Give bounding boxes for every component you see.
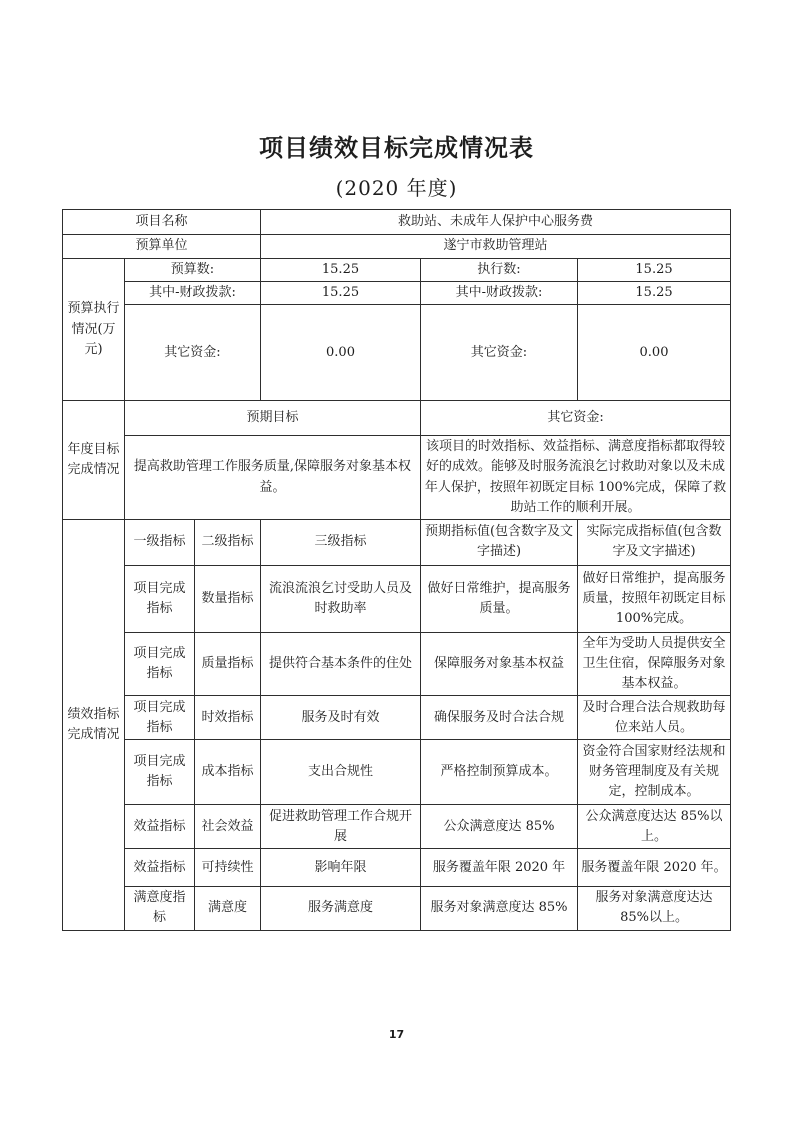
indicator-actual: 服务覆盖年限 2020 年。	[578, 849, 731, 887]
indicator-actual: 服务对象满意度达达 85%以上。	[578, 887, 731, 930]
budget-value: 0.00	[261, 305, 421, 401]
project-name-value: 救助站、未成年人保护中心服务费	[261, 210, 731, 235]
actual-goal-header: 其它资金:	[421, 401, 731, 436]
indicator-actual: 公众满意度达达 85%以上。	[578, 805, 731, 849]
indicator-actual: 资金符合国家财经法规和财务管理制度及有关规定，控制成本。	[578, 740, 731, 805]
indicator-level1: 项目完成指标	[125, 696, 195, 740]
indicator-actual: 及时合理合法合规救助每位来站人员。	[578, 696, 731, 740]
page-title: 项目绩效目标完成情况表	[259, 133, 534, 162]
budget-value: 15.25	[261, 282, 421, 305]
indicator-row	[63, 696, 731, 740]
indicator-level3: 促进救助管理工作合规开展	[261, 805, 421, 849]
indicator-expected: 严格控制预算成本。	[421, 740, 578, 805]
budget-label: 其它资金:	[421, 305, 578, 401]
annual-goal-header-row	[63, 401, 731, 436]
indicator-level3: 提供符合基本条件的住处	[261, 632, 421, 695]
indicator-row	[63, 565, 731, 632]
col-header-level2: 二级指标	[195, 519, 261, 565]
indicator-row	[63, 887, 731, 930]
indicator-level3: 影响年限	[261, 849, 421, 887]
indicator-expected: 服务对象满意度达 85%	[421, 887, 578, 930]
indicator-actual: 全年为受助人员提供安全卫生住宿，保障服务对象基本权益。	[578, 632, 731, 695]
budget-label: 其中-财政拨款:	[421, 282, 578, 305]
page-number: 17	[388, 1028, 405, 1041]
indicator-expected: 确保服务及时合法合规	[421, 696, 578, 740]
budget-label: 其它资金:	[125, 305, 261, 401]
indicator-row	[63, 740, 731, 805]
expected-goal-header: 预期目标	[125, 401, 421, 436]
budget-row-1	[63, 259, 731, 282]
indicator-level2: 数量指标	[195, 565, 261, 632]
indicator-level1: 效益指标	[125, 849, 195, 887]
indicator-level3: 服务及时有效	[261, 696, 421, 740]
project-name-row	[63, 210, 731, 235]
performance-section-header: 绩效指标完成情况	[63, 519, 125, 930]
indicator-header-row	[63, 519, 731, 565]
indicator-expected: 服务覆盖年限 2020 年	[421, 849, 578, 887]
indicator-level3: 服务满意度	[261, 887, 421, 930]
indicator-level3: 支出合规性	[261, 740, 421, 805]
budget-value: 15.25	[578, 259, 731, 282]
col-header-expected: 预期指标值(包含数字及文字描述)	[421, 519, 578, 565]
budget-unit-value: 遂宁市救助管理站	[261, 235, 731, 259]
indicator-actual: 做好日常维护，提高服务质量，按照年初既定目标 100%完成。	[578, 565, 731, 632]
indicator-level1: 项目完成指标	[125, 565, 195, 632]
budget-value: 0.00	[578, 305, 731, 401]
expected-goal-text: 提高救助管理工作服务质量,保障服务对象基本权益。	[125, 436, 421, 520]
budget-label: 预算数:	[125, 259, 261, 282]
indicator-level2: 时效指标	[195, 696, 261, 740]
budget-label: 其中-财政拨款:	[125, 282, 261, 305]
budget-row-3	[63, 305, 731, 401]
indicator-level2: 质量指标	[195, 632, 261, 695]
indicator-level1: 项目完成指标	[125, 632, 195, 695]
indicator-level2: 满意度	[195, 887, 261, 930]
indicator-expected: 保障服务对象基本权益	[421, 632, 578, 695]
budget-label: 执行数:	[421, 259, 578, 282]
annual-goal-section-header: 年度目标完成情况	[63, 401, 125, 520]
indicator-level2: 可持续性	[195, 849, 261, 887]
budget-section-header: 预算执行情况(万元)	[63, 259, 125, 401]
indicator-level1: 项目完成指标	[125, 740, 195, 805]
col-header-level3: 三级指标	[261, 519, 421, 565]
indicator-level1: 满意度指标	[125, 887, 195, 930]
indicator-expected: 公众满意度达 85%	[421, 805, 578, 849]
budget-value: 15.25	[261, 259, 421, 282]
actual-goal-text: 该项目的时效指标、效益指标、满意度指标都取得较好的成效。能够及时服务流浪乞讨救助对象以及未成年人保护，按照年初既定目标 100%完成，保障了救助站工作的顺利开展。	[421, 436, 731, 520]
budget-unit-label: 预算单位	[63, 235, 261, 259]
performance-report-table	[62, 209, 731, 931]
indicator-row	[63, 849, 731, 887]
budget-row-2	[63, 282, 731, 305]
indicator-level2: 成本指标	[195, 740, 261, 805]
annual-goal-content-row	[63, 436, 731, 520]
col-header-level1: 一级指标	[125, 519, 195, 565]
page-subtitle: (2020 年度)	[335, 176, 458, 200]
budget-value: 15.25	[578, 282, 731, 305]
indicator-expected: 做好日常维护，提高服务质量。	[421, 565, 578, 632]
budget-unit-row	[63, 235, 731, 259]
indicator-row	[63, 805, 731, 849]
project-name-label: 项目名称	[63, 210, 261, 235]
indicator-level1: 效益指标	[125, 805, 195, 849]
indicator-row	[63, 632, 731, 695]
indicator-level3: 流浪流浪乞讨受助人员及时救助率	[261, 565, 421, 632]
col-header-actual: 实际完成指标值(包含数字及文字描述)	[578, 519, 731, 565]
indicator-level2: 社会效益	[195, 805, 261, 849]
